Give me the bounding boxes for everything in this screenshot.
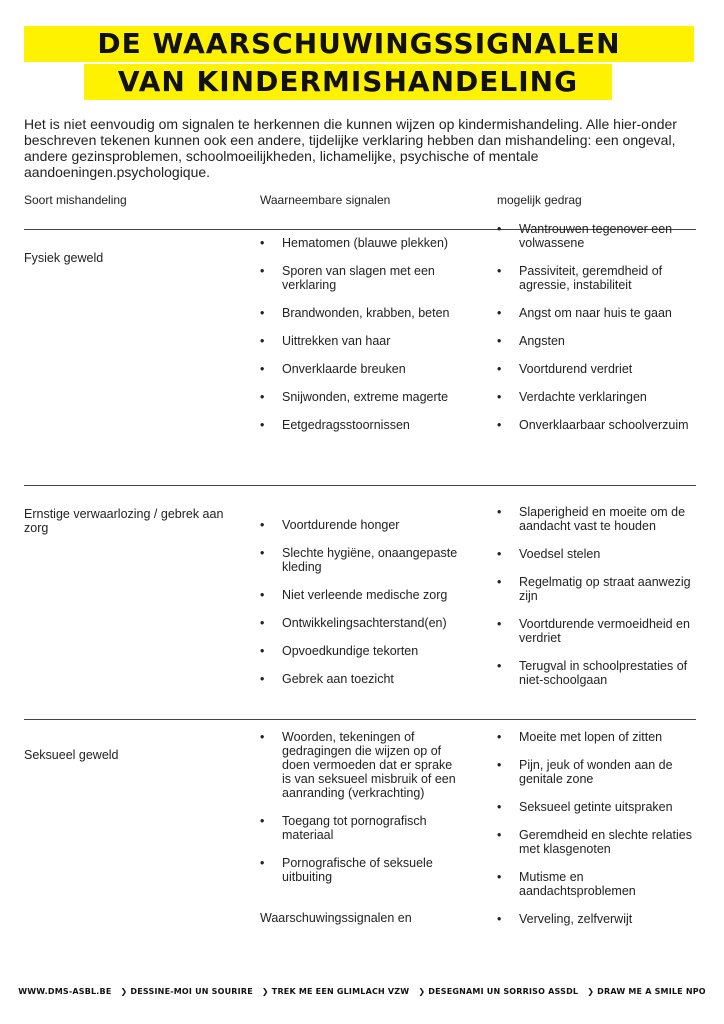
list-item: • Angst om naar huis te gaan bbox=[497, 306, 697, 320]
list-item: • Brandwonden, krabben, beten bbox=[260, 306, 460, 320]
list-item: • Uittrekken van haar bbox=[260, 334, 460, 348]
list-item: • Angsten bbox=[497, 334, 697, 348]
list-item: • Voortdurend verdriet bbox=[497, 362, 697, 376]
list-item: • Mutisme en aandachtsproblemen bbox=[497, 870, 697, 898]
list-item: • Toegang tot pornografisch materiaal bbox=[260, 814, 460, 842]
section-divider bbox=[24, 719, 696, 720]
behaviors-list-sexual bbox=[497, 730, 697, 926]
list-item: • Opvoedkundige tekorten bbox=[260, 644, 460, 658]
list-item: • Pornografische of seksuele uitbuiting bbox=[260, 856, 460, 884]
page-title-line-1: DE WAARSCHUWINGSSIGNALEN bbox=[24, 26, 694, 62]
chevron-right-icon: ❯ bbox=[120, 987, 128, 996]
category-sexual-violence: Seksueel geweld bbox=[24, 748, 119, 762]
list-item: • Terugval in schoolprestaties of niet-schoolgaan bbox=[497, 659, 697, 687]
section-divider bbox=[24, 485, 696, 486]
footer-website: WWW.DMS-ASBL.BE bbox=[18, 987, 112, 996]
behaviors-list-neglect bbox=[497, 505, 697, 687]
footer-org-en: DRAW ME A SMILE NPO bbox=[597, 987, 706, 996]
footer-org-fr: DESSINE-MOI UN SOURIRE bbox=[130, 987, 253, 996]
list-item: • Onverklaarde breuken bbox=[260, 362, 460, 376]
list-item: • Eetgedragsstoornissen bbox=[260, 418, 460, 432]
list-item: • Voortdurende honger bbox=[260, 518, 460, 532]
list-item: • Moeite met lopen of zitten bbox=[497, 730, 697, 744]
behaviors-list-physical bbox=[497, 222, 697, 432]
list-item: • Hematomen (blauwe plekken) bbox=[260, 236, 460, 250]
list-item: • Regelmatig op straat aanwezig zijn bbox=[497, 575, 697, 603]
signals-list-sexual bbox=[260, 730, 460, 884]
footer-org-it: DESEGNAMI UN SORRISO ASSDL bbox=[428, 987, 579, 996]
intro-paragraph: Het is niet eenvoudig om signalen te herkennen die kunnen wijzen op kindermishandeling. Alle hier-onder beschreven tekenen kunnen ook een andere, tijdelijke verklaring hebben dan mishandeling: een ongeval, andere gezinsproblemen, schoolmoeilijkheden, lichamelijke, psychische of mentale aandoeningen.psychologique. bbox=[24, 116, 677, 180]
chevron-right-icon: ❯ bbox=[261, 987, 269, 996]
list-item: • Gebrek aan toezicht bbox=[260, 672, 460, 686]
chevron-right-icon: ❯ bbox=[587, 987, 595, 996]
page-title-line-2: VAN KINDERMISHANDELING bbox=[84, 64, 612, 100]
list-item: • Voedsel stelen bbox=[497, 547, 697, 561]
footer bbox=[0, 987, 724, 996]
signals-continuation-text: Waarschuwingssignalen en bbox=[260, 911, 412, 925]
list-item: • Niet verleende medische zorg bbox=[260, 588, 460, 602]
signals-list-neglect bbox=[260, 518, 460, 686]
list-item: • Ontwikkelingsachterstand(en) bbox=[260, 616, 460, 630]
list-item: • Slechte hygiëne, onaangepaste kleding bbox=[260, 546, 460, 574]
column-header-behavior: mogelijk gedrag bbox=[497, 193, 582, 207]
list-item: • Slaperigheid en moeite om de aandacht vast te houden bbox=[497, 505, 697, 533]
list-item: • Onverklaarbaar schoolverzuim bbox=[497, 418, 697, 432]
list-item: • Verveling, zelfverwijt bbox=[497, 912, 697, 926]
category-physical-violence: Fysiek geweld bbox=[24, 251, 104, 265]
list-item: • Passiviteit, geremdheid of agressie, instabiliteit bbox=[497, 264, 697, 292]
list-item: • Sporen van slagen met een verklaring bbox=[260, 264, 460, 292]
chevron-right-icon: ❯ bbox=[418, 987, 426, 996]
category-neglect: Ernstige verwaarlozing / gebrek aan zorg bbox=[24, 507, 224, 535]
list-item: • Geremdheid en slechte relaties met klasgenoten bbox=[497, 828, 697, 856]
list-item: • Pijn, jeuk of wonden aan de genitale zone bbox=[497, 758, 697, 786]
list-item: • Woorden, tekeningen of gedragingen die wijzen op of doen vermoeden dat er sprake is van seksueel misbruik of een aanranding (verkrachting) bbox=[260, 730, 460, 800]
list-item: • Wantrouwen tegenover een volwassene bbox=[497, 222, 697, 250]
list-item: • Seksueel getinte uitspraken bbox=[497, 800, 697, 814]
signals-list-physical bbox=[260, 236, 460, 432]
list-item: • Voortdurende vermoeidheid en verdriet bbox=[497, 617, 697, 645]
footer-org-nl: TREK ME EEN GLIMLACH VZW bbox=[271, 987, 410, 996]
column-header-type: Soort mishandeling bbox=[24, 193, 127, 207]
list-item: • Snijwonden, extreme magerte bbox=[260, 390, 460, 404]
list-item: • Verdachte verklaringen bbox=[497, 390, 697, 404]
column-header-signals: Waarneembare signalen bbox=[260, 193, 391, 207]
